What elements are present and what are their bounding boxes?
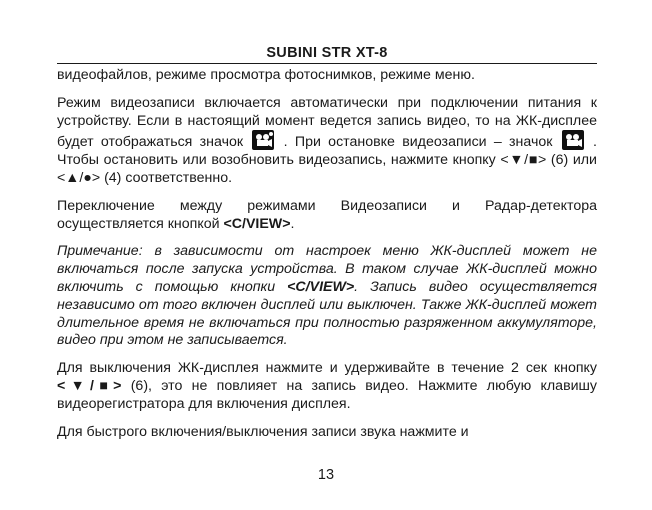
note-text: . Запись видео осуществляется независимо от того включен дисплей или выключен. Также ЖК-дисплей может длительное время не включаться при полностью разряженном аккумуляторе, видео при этом не записывается. [57,278,597,349]
paragraph-display-off [57,360,597,413]
paragraph-mode-switch [57,198,597,234]
camera-stopped-icon [562,130,584,150]
paragraph-audio-toggle: Для быстрого включения/выключения записи звука нажмите и [57,423,469,440]
document-header: SUBINI STR XT-8 [266,45,388,61]
paragraph-text: . При остановке видеозаписи – значок [283,134,553,151]
button-name: <C/VIEW> [223,215,291,232]
button-name: <▼/■> [57,377,122,394]
paragraph-text: . [290,215,295,232]
header-divider [57,63,597,64]
paragraph-continuation: видеофайлов, режиме просмотра фотоснимков, режиме меню. [57,67,475,83]
note-text: Примечание: в зависимости от настроек меню ЖК-дисплей может не включаться после запуска устройства. В таком случае ЖК-дисплей можно включить с помощью кнопки [57,243,597,295]
button-name: <C/VIEW> [287,278,355,295]
paragraph-text: . Чтобы остановить или возобновить видеозапись, нажмите кнопку <▼/■> (6) или <▲/●> (4) соответственно. [57,134,597,186]
paragraph-text: Переключение между режимами Видеозаписи и Радар-детектора осуществляется кнопкой [57,197,597,232]
camera-recording-icon [252,130,274,150]
note-paragraph [57,243,597,350]
paragraph-video-mode [57,95,597,188]
page-content [57,67,597,451]
paragraph-text: (6), это не повлияет на запись видео. Нажмите любую клавишу видеорегистратора для включения дисплея. [57,377,598,412]
paragraph-text: Режим видеозаписи включается автоматически при подключении питания к устройству. Если в настоящий момент ведется запись видео, то на ЖК-дисплее будет отображаться значок [57,94,597,151]
paragraph-text: Для выключения ЖК-дисплея нажмите и удерживайте в течение 2 сек кнопку [57,360,597,377]
page-number: 13 [317,467,335,483]
